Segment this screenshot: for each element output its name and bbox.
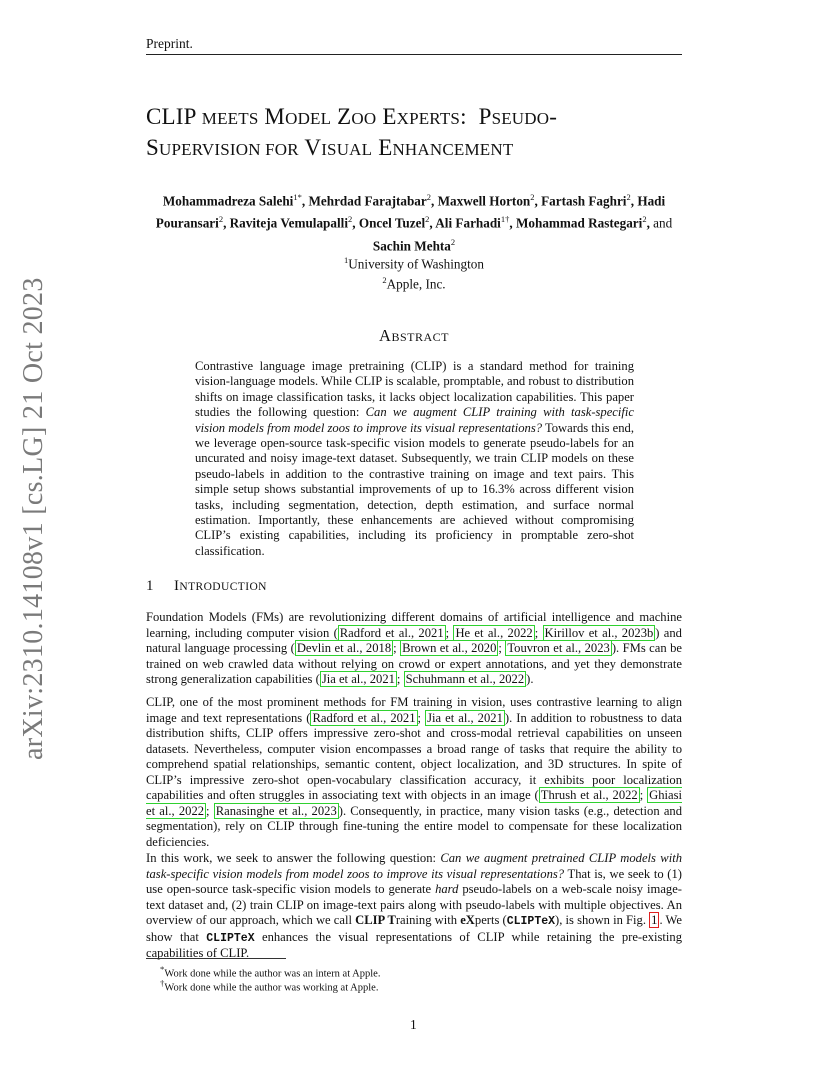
separator: ; — [396, 672, 404, 686]
paragraph-text: ). Consequently, in practice, many vision tasks (e.g., detection and segmentation), rely on CLIP through fine-tuning the entire model to compensate for these localization deficiencies. — [146, 803, 682, 849]
separator: ; — [639, 788, 648, 802]
citation-link[interactable]: Schuhmann et al., 2022 — [405, 672, 525, 686]
author-affil-mark: 2 — [450, 236, 456, 247]
footnote-mark: * — [160, 964, 165, 974]
footnote-text: Work done while the author was working at Apple. — [164, 982, 379, 994]
footnote-text: Work done while the author was an intern at Apple. — [164, 968, 381, 980]
running-header: Preprint. — [146, 36, 193, 51]
citation-link[interactable]: Radford et al., 2021 — [312, 710, 416, 725]
footnote-mark: † — [160, 978, 165, 988]
paragraph-text: Foundation Models (FMs) are revolutionizing different domains of artificial intelligence and machine learning, including computer vision ( — [146, 610, 682, 640]
separator: ; — [417, 710, 426, 725]
citation-link[interactable]: Jia et al., 2021 — [321, 672, 395, 686]
citation-link[interactable]: Touvron et al., 2023 — [507, 641, 610, 655]
author-name: Sachin Mehta — [372, 238, 451, 254]
page-number: 1 — [410, 1017, 417, 1032]
section-title: INTRODUCTION — [174, 578, 267, 594]
citation-link[interactable]: Jia et al., 2021 — [427, 710, 503, 725]
author-name: Maxwell Horton — [437, 193, 531, 209]
author-name: Mohammadreza Salehi — [162, 193, 294, 209]
separator: ; — [498, 641, 506, 655]
footnote-rule — [146, 958, 286, 959]
citation-link[interactable]: Ghiasi et al., 2022 — [146, 788, 682, 818]
separator: ; — [393, 641, 401, 655]
author-affil-mark: 2 — [642, 214, 647, 225]
affiliation-mark: 2 — [382, 275, 387, 286]
abstract-body — [195, 359, 634, 559]
author-name: Oncel Tuzel — [358, 215, 426, 231]
paragraph-text: . We show that — [146, 913, 682, 944]
title-line-1: CLIP MEETS MODEL ZOO EXPERTS: PSEUDO- — [146, 104, 558, 129]
separator: ; — [445, 625, 454, 640]
author-name: Mehrdad Farajtabar — [308, 193, 427, 209]
paragraph-text: ). — [526, 672, 534, 686]
author-affil-mark: 1* — [293, 192, 302, 202]
paragraph-text: enhances the visual representations of CLIP while retaining the pre-existing capabilities of CLIP. — [146, 929, 682, 960]
paragraph-text: raining with — [395, 913, 461, 927]
affiliation-name: University of Washington — [348, 256, 484, 272]
figure-ref-link[interactable]: 1 — [651, 913, 658, 927]
paragraph-text: pseudo-labels on a web-scale noisy image-text dataset and, (2) train CLIP on image-text pairs along with pseudo-labels with multiple objectives. An overview of our approach, which we call — [146, 882, 683, 927]
author-name: Ali Farhadi — [435, 215, 501, 231]
abstract-heading: ABSTRACT — [379, 326, 449, 345]
affiliation-name: Apple, Inc. — [386, 276, 446, 292]
author-name: Mohammad Rastegari — [515, 215, 643, 231]
author-name: Raviteja Vemulapalli — [229, 215, 348, 231]
paragraph-text: ). In addition to robustness to data distribution shifts, CLIP offers impressive zero-shot and cross-modal retrieval capabilities on unseen datasets. Nevertheless, computer vision encompasses a broad range of tasks that require the ability to comprehend spatial relationships, semantic content, object localization, and 3D structures. In spite of CLIP’s impressive zero-shot open-vocabulary classification accuracy, it exhibits poor localization capabilities and often struggles in associating text with objects in an image ( — [146, 710, 682, 802]
citation-link[interactable]: Brown et al., 2020 — [402, 641, 497, 655]
title-line-2: SUPERVISION FOR VISUAL ENHANCEMENT — [146, 135, 514, 160]
affiliation — [146, 272, 682, 292]
author-affil-mark: 2 — [347, 214, 353, 225]
paper-title — [146, 102, 706, 164]
citation-link[interactable]: He et al., 2022 — [455, 625, 533, 640]
author-affil-mark: 2 — [426, 192, 431, 202]
separator: ; — [534, 625, 543, 640]
author-name: Hadi Pouransari — [155, 193, 666, 231]
paragraph-text: ) and natural language processing ( — [146, 625, 682, 655]
author-name: Fartash Faghri — [541, 193, 627, 209]
paragraph-text: That is, we seek to (1) use open-source task-specific vision models to generate — [146, 866, 682, 896]
author-list: Mohammadreza Salehi$^{1*}$, Mehrdad Farajtabar$^2$, Maxwell Horton$^2$, Fartash Faghri$^2$, Hadi Pouransari$^2$, Raviteja Vemulapalli$^2$, Oncel Tuzel$^2$, Ali Farhadi$^{1\dagger}$, Mohammad Rastegari$^2$, and Sachin Mehta$^2$ — [155, 192, 673, 254]
acronym-bold: eX — [460, 913, 475, 927]
research-question: Can we augment pretrained CLIP models with task-specific vision models from model zoos to improve its visual representations? — [146, 851, 682, 881]
intro-paragraph-3 — [146, 851, 682, 962]
citation-link[interactable]: Thrush et al., 2022 — [540, 788, 638, 802]
author-affil-mark: 2 — [218, 214, 224, 225]
header-rule — [146, 54, 682, 55]
author-affil-mark: 1† — [500, 214, 510, 225]
citation-link[interactable]: Ranasinghe et al., 2023 — [215, 803, 337, 818]
citation-link[interactable]: Devlin et al., 2018 — [296, 641, 392, 655]
intro-paragraph-1 — [146, 610, 682, 688]
author-affil-mark: 2 — [626, 192, 631, 202]
section-number: 1 — [146, 578, 154, 594]
acronym-bold: CLIP T — [355, 913, 396, 927]
paragraph-text: perts ( — [474, 913, 507, 927]
paragraph-text: CLIP, one of the most prominent methods for FM training in vision, uses contrastive learning to align image and text representations ( — [146, 695, 682, 725]
affiliations — [146, 252, 682, 293]
intro-paragraph-2 — [146, 695, 682, 850]
author-affil-mark: 2 — [530, 192, 535, 202]
affiliation — [146, 252, 682, 272]
method-name: CLIPTeX — [206, 931, 255, 945]
and-word: and — [653, 215, 673, 231]
abstract-text: Towards this end, we leverage open-source task-specific vision models to generate pseudo-labels for an uncurated and noisy image-text dataset. Subsequently, we train CLIP models on these pseudo-labels in addition to the contrastive training on image and text pairs. This simple setup shows substantial improvements of up to 16.3% across different vision tasks, including segmentation, detection, depth estimation, and surface normal estimation. Importantly, these enhancements are achieved without compromising CLIP’s existing capabilities, including its proficiency in promptable zero-shot classification. — [195, 420, 634, 558]
affiliation-mark: 1 — [344, 255, 349, 265]
footnote — [160, 977, 378, 995]
method-name: CLIPTeX — [506, 915, 556, 928]
citation-link[interactable]: Radford et al., 2021 — [339, 625, 444, 640]
citation-link[interactable]: Kirillov et al., 2023b — [544, 625, 654, 640]
arxiv-identifier-stamp: arXiv:2310.14108v1 [cs.LG] 21 Oct 2023 — [18, 277, 49, 760]
paragraph-text: ), is shown in Fig. — [555, 913, 650, 927]
separator: ; — [206, 803, 214, 818]
emphasis: hard — [435, 882, 459, 896]
paragraph-text: In this work, we seek to answer the following question: — [146, 851, 441, 865]
abstract-text: Contrastive language image pretraining (CLIP) is a standard method for training vision-language models. While CLIP is scalable, promptable, and robust to distribution shifts on image classification tasks, it lacks object localization capabilities. This paper studies the following question: — [195, 359, 634, 420]
paragraph-text: ). FMs can be trained on web crawled data without relying on crowd or expert annotations, and yet they demonstrate strong generalization capabilities ( — [146, 641, 682, 686]
author-affil-mark: 2 — [425, 214, 430, 225]
abstract-question: Can we augment CLIP training with task-specific vision models from model zoos to improve its visual representations? — [195, 405, 634, 435]
